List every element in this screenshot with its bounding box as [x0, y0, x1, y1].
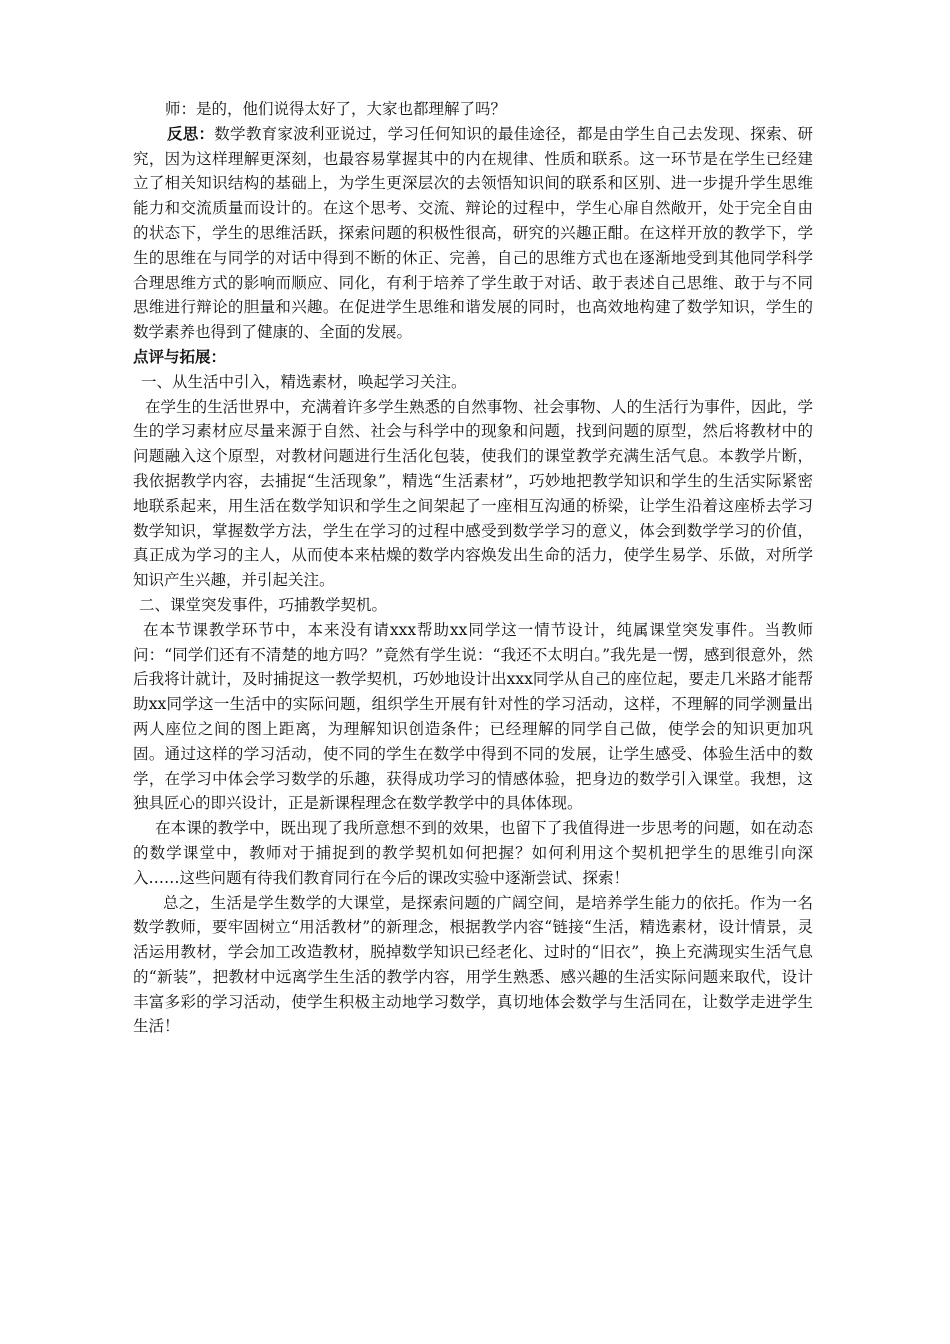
document-body [133, 97, 813, 1039]
section1-paragraph: 在学生的生活世界中，充满着许多学生熟悉的自然事物、社会事物、人的生活行为事件，因此，学生的学习素材应尽量来源于自然、社会与科学中的现象和问题，找到问题的原型，然后将教材中的问题融入这个原型，对教材问题进行生活化包装，使我们的课堂教学充满生活气息。本教学片断，我依据教学内容，去捕捉“生活现象”，精选“生活素材”，巧妙地把教学知识和学生的生活实际紧密地联系起来，用生活在数学知识和学生之间架起了一座相互沟通的桥梁，让学生沿着这座桥去学习数学知识，掌握数学方法，学生在学习的过程中感受到数学学习的意义，体会到数学学习的价值，真正成为学习的主人，从而使本来枯燥的数学内容焕发出生命的活力，使学生易学、乐做，对所学知识产生兴趣，并引起关注。 [133, 397, 813, 590]
section1-heading: 一、从生活中引入，精选素材，唤起学习关注。 [141, 372, 467, 391]
reflection-label: 反思： [167, 123, 215, 143]
reflection-paragraph [133, 122, 813, 345]
commentary-heading: 点评与拓展： [133, 346, 227, 366]
reflection-question-paragraph: 在本课的教学中，既出现了我所意想不到的效果，也留下了我值得进一步思考的问题，如在动态的数学课堂中，教师对于捕捉到的教学契机如何把握？如何利用这个契机把学生的思维引向深入……这些问题有待我们教育同行在今后的课改实验中逐渐尝试、探索！ [133, 819, 813, 887]
section2-paragraph: 在本节课教学环节中，本来没有请xxx帮助xx同学这一情节设计，纯属课堂突发事件。当教师问：“同学们还有不清楚的地方吗？”竟然有学生说：“我还不太明白。”我先是一愣，感到很意外，然后我将计就计，及时捕捉这一教学契机，巧妙地设计出xxx同学从自己的座位起，要走几米路才能帮助xx同学这一生活中的实际问题，组织学生开展有针对性的学习活动，这样，不理解的同学测量出两人座位之间的图上距离，为理解知识创造条件；已经理解的同学自己做，使学会的知识更加巩固。通过这样的学习活动，使不同的学生在数学中得到不同的发展，让学生感受、体验生活中的数学，在学习中体会学习数学的乐趣，获得成功学习的情感体验，把身边的数学引入课堂。我想，这独具匠心的即兴设计，正是新课程理念在数学教学中的具体体现。 [133, 620, 813, 813]
reflection-text: 数学教育家波利亚说过，学习任何知识的最佳途径，都是由学生自己去发现、探索、研究，因为这样理解更深刻，也最容易掌握其中的内在规律、性质和联系。这一环节是在学生已经建立了相关知识结构的基础上，为学生更深层次的去领悟知识间的联系和区别、进一步提升学生思维能力和交流质量而设计的。在这个思考、交流、辩论的过程中，学生心扉自然敞开，处于完全自由的状态下，学生的思维活跃，探索问题的积极性很高，研究的兴趣正酣。在这样开放的教学下，学生的思维在与同学的对话中得到不断的休正、完善，自己的思维方式也在逐渐地受到其他同学科学合理思维方式的影响而顺应、同化，有利于培养了学生敢于对话、敢于表述自己思维、敢于与不同思维进行辩论的胆量和兴趣。在促进学生思维和谐发展的同时，也高效地构建了数学知识，学生的数学素养也得到了健康的、全面的发展。 [133, 124, 813, 342]
section2-heading: 二、课堂突发事件，巧捕教学契机。 [139, 595, 388, 614]
conclusion-paragraph: 总之，生活是学生数学的大课堂，是探索问题的广阔空间，是培养学生能力的依托。作为一名数学教师，要牢固树立“用活教材”的新理念，根据教学内容“链接“生活，精选素材，设计情景，灵活运用教材，学会加工改造教材，脱掉数学知识已经老化、过时的“旧衣”，换上充满现实生活气息的“新装”，把教材中远离学生生活的教学内容，用学生熟悉、感兴趣的生活实际问题来取代，设计丰富多彩的学习活动，使学生积极主动地学习数学，真切地体会数学与生活同在，让数学走进学生生活！ [133, 893, 813, 1036]
teacher-line: 师：是的，他们说得太好了，大家也都理解了吗？ [165, 100, 507, 118]
